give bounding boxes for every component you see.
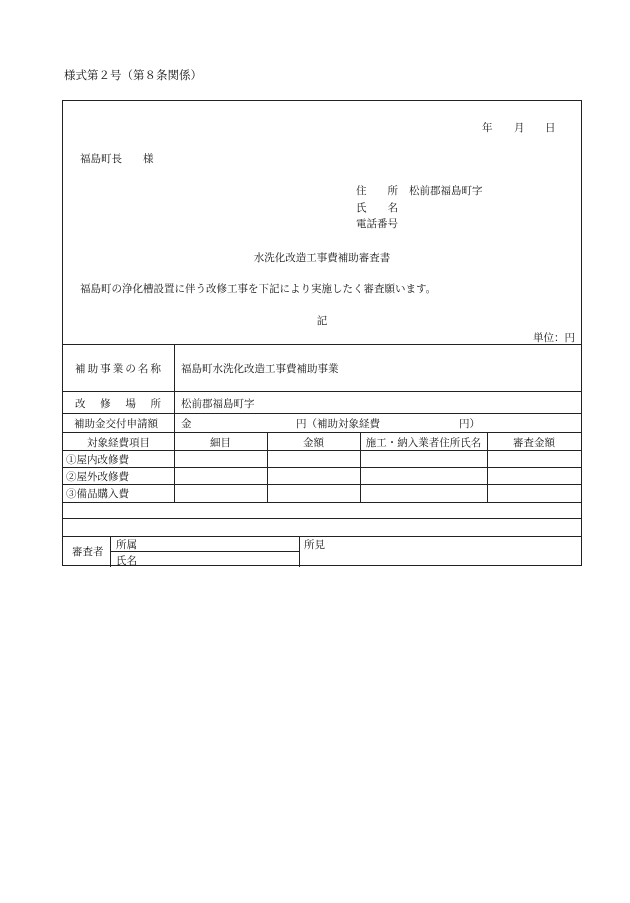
grid-line <box>110 551 299 552</box>
reviewer-name-label: 氏名 <box>116 555 137 567</box>
unit-label: 単位：円 <box>533 332 575 344</box>
table-row: ②屋外改修費 <box>66 471 129 483</box>
date-day-label: 日 <box>545 122 556 134</box>
address-label: 住 所 <box>356 185 398 197</box>
location-label: 改 修 場 所 <box>75 398 161 410</box>
location-value: 松前郡福島町字 <box>181 398 255 410</box>
grant-amount-close: 円） <box>459 418 480 430</box>
project-name-label: 補 助 事 業 の 名 称 <box>75 363 161 375</box>
grid-line <box>63 502 581 503</box>
grid-line <box>63 413 581 414</box>
table-row: ①屋内改修費 <box>66 454 129 466</box>
grid-line <box>63 432 581 433</box>
header-contractor: 施工・納入業者住所氏名 <box>365 437 482 449</box>
grid-line <box>174 344 175 502</box>
grid-line <box>63 484 581 485</box>
review-form-frame <box>62 100 582 566</box>
grid-line <box>63 344 581 345</box>
phone-label: 電話番号 <box>356 218 398 230</box>
document-title: 水洗化改造工事費補助審査書 <box>253 252 391 264</box>
ki-label: 記 <box>316 315 328 327</box>
reviewer-label: 審査者 <box>72 546 104 558</box>
grant-amount-prefix: 金 <box>181 418 192 430</box>
addressee-honorific: 様 <box>143 153 154 165</box>
header-expense-item: 対象経費項目 <box>87 437 150 449</box>
grid-line <box>63 467 581 468</box>
grant-amount-eligible-label: 円（補助対象経費 <box>296 418 380 430</box>
name-label: 氏 名 <box>356 202 398 214</box>
reviewer-opinion-label: 所見 <box>304 539 325 551</box>
table-row: ③備品購入費 <box>66 488 129 500</box>
grant-amount-label: 補助金交付申請額 <box>74 418 158 430</box>
form-number-label: 様式第２号（第８条関係） <box>64 68 202 82</box>
header-review-amount: 審査金額 <box>513 437 555 449</box>
reviewer-affiliation-label: 所属 <box>116 539 137 551</box>
grid-line <box>63 450 581 451</box>
grid-line <box>110 536 111 567</box>
address-value: 松前郡福島町字 <box>409 185 483 197</box>
intro-text: 福島町の浄化槽設置に伴う改修工事を下記により実施したく審査願います。 <box>80 283 437 295</box>
date-year-label: 年 <box>482 122 493 134</box>
addressee-name: 福島町長 <box>80 153 122 165</box>
header-amount: 金額 <box>303 437 324 449</box>
grid-line <box>63 518 581 519</box>
date-month-label: 月 <box>514 122 525 134</box>
grid-line <box>299 536 300 567</box>
header-detail: 細目 <box>210 437 231 449</box>
grid-line <box>63 391 581 392</box>
project-name-value: 福島町水洗化改造工事費補助事業 <box>181 363 339 375</box>
